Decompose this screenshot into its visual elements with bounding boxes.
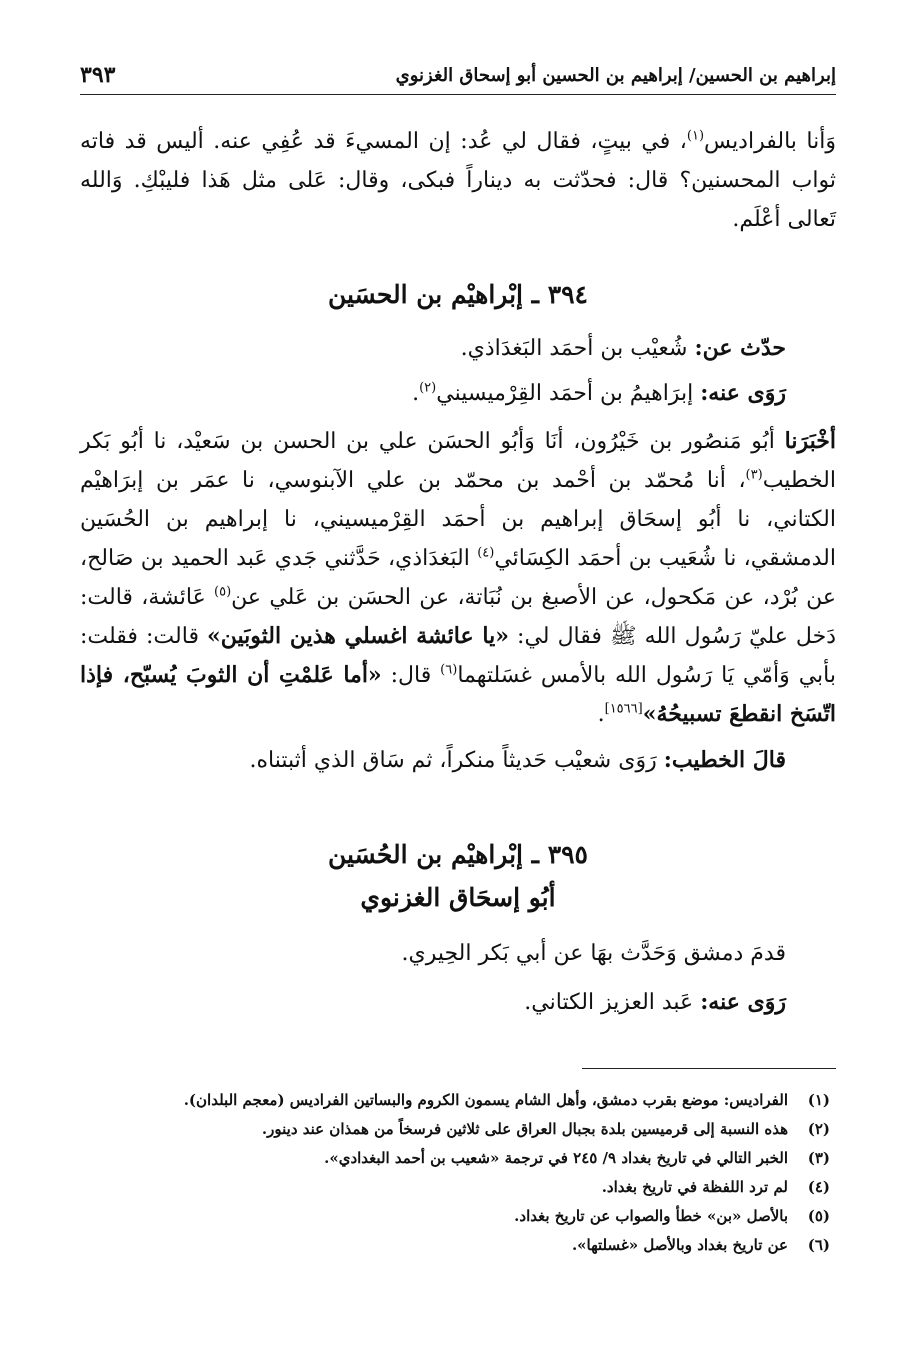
footnote	[80, 1231, 836, 1260]
rawa-value-395: عَبد العزيز الكتاني.	[524, 990, 694, 1015]
intro-paragraph	[80, 122, 836, 239]
rawa-end: .	[412, 381, 420, 406]
footnote-text: لم ترد اللفظة في تاريخ بغداد.	[601, 1178, 788, 1196]
footnote-number: (٥)	[807, 1207, 830, 1225]
running-header	[80, 56, 836, 95]
reference-number: [١٥٦٦]	[604, 701, 643, 717]
khatib-line	[80, 738, 836, 783]
footnote-number: (٤)	[807, 1178, 830, 1196]
isnad-part-a: أبُو مَنصُور بن خَيْرُون، أنَا وَأبُو الحسَن علي بن الحسن بن سَعيْد، نا أبُو بَكر الخطيب	[80, 429, 836, 493]
footnote-marker-6: (٦)	[440, 662, 458, 678]
entry-395	[80, 832, 836, 1025]
footnote	[80, 1173, 836, 1202]
isnad-part-d: عَائشة، قالت: دَخل عليّ رَسُول الله ﷺ فقال لي:	[80, 585, 836, 649]
running-title: إبراهيم بن الحسين/ إبراهيم بن الحسين أبو إسحاق الغزنوي	[395, 64, 836, 86]
rawa-label: رَوَى عنه:	[700, 380, 786, 406]
page-number: ٣٩٣	[80, 62, 116, 88]
footnote	[80, 1202, 836, 1231]
isnad-paragraph	[80, 422, 836, 734]
akhbarana-word: أخْبَرَنا	[784, 428, 836, 454]
footnote-marker-4: (٤)	[477, 545, 495, 561]
footnote-text: عن تاريخ بغداد وبالأصل «غسلتها».	[571, 1236, 788, 1254]
footnote-text: هذه النسبة إلى قرميسين بلدة بجبال العراق على ثلاثين فرسخاً من همذان عند دينور.	[261, 1120, 788, 1138]
footnote-number: (٣)	[807, 1149, 830, 1167]
footnote-text: الفراديس: موضع بقرب دمشق، وأهل الشام يسمون الكروم والبساتين الفراديس (معجم البلدان).	[183, 1091, 788, 1109]
intro-text-b: ، في بيتٍ، فقال لي عُد: إن المسيءَ قد عُفِي عنه. أليس قد فاته ثواب المحسنين؟ قال: فحدّثت به ديناراً فبكى، وقال: عَلى مثل هَذا فليبْكِ. وَالله تَعالى أعْلَم.	[80, 129, 836, 232]
footnote-marker-1: (١)	[686, 128, 705, 144]
hadath-value: شُعيْب بن أحمَد البَغدَاذي.	[460, 336, 688, 361]
isnad-part-e: قالت: فقلت: بأبي وَأمّي يَا رَسُول الله بالأمس غسَلتهما	[80, 624, 836, 688]
footnote-number: (١)	[807, 1091, 830, 1109]
footnote-number: (٦)	[807, 1236, 830, 1254]
hadith-quote-2: «أما عَلمْتِ أن الثوبَ يُسبّح، فإذا اتّسَخ انقطعَ تسبيحُهُ»	[80, 662, 836, 727]
hadath-label: حدّث عن:	[694, 335, 786, 361]
footnote	[80, 1144, 836, 1173]
isnad-end: .	[597, 702, 605, 727]
footnotes	[80, 1086, 836, 1260]
entry-395-kunya: أبُو إسحَاق الغزنوي	[360, 883, 556, 912]
rawa-label-395: رَوَى عنه:	[700, 989, 786, 1015]
footnote-marker-3: (٣)	[745, 467, 763, 483]
footnote-separator	[582, 1068, 836, 1069]
footnote-text: الخبر التالي في تاريخ بغداد ٩/ ٢٤٥ في ترجمة «شعيب بن أحمد البغدادي».	[324, 1149, 788, 1167]
footnote-text: بالأصل «بن» خطأ والصواب عن تاريخ بغداد.	[514, 1207, 788, 1225]
footnote-marker-5: (٥)	[214, 584, 232, 600]
rawa-line	[80, 371, 836, 416]
isnad-part-c: البَغدَاذي، حَدَّثني جَدي عَبد الحميد بن صَالح، عن بُرْد، عن مَكحول، عن الأصبغ بن نُبَاتة، عن الحسَن بن عَلي عن	[80, 546, 836, 610]
rawa-line-395	[80, 980, 836, 1025]
entry-394	[80, 270, 836, 783]
footnote	[80, 1086, 836, 1115]
hadith-quote-1: «يا عائشة اغسلي هذين الثوبَين»	[207, 623, 509, 649]
footnote-number: (٢)	[807, 1120, 830, 1138]
entry-394-heading: ٣٩٤ ـ إبْراهيْم بن الحسَين	[327, 280, 588, 309]
intro-text-a: وَأنا بالفراديس	[704, 129, 836, 154]
footnote	[80, 1115, 836, 1144]
khatib-label: قالَ الخطيب:	[663, 747, 786, 773]
rawa-value: إبرَاهيمُ بن أحمَد القِرْميسيني	[436, 381, 694, 406]
isnad-part-b: ، أنا مُحمّد بن أحْمد بن محمّد بن علي الآبنوسي، نا عمَر بن إبرَاهيْم الكتاني، نا أبُو إسحَاق إبراهيم بن أحمَد القِرْميسيني، نا إبراهيم بن الحُسَين الدمشقي، نا شُعَيب بن أحمَد الكِسَائي	[80, 468, 837, 571]
footnote-marker-2: (٢)	[419, 380, 437, 396]
isnad-part-f: قال:	[381, 663, 441, 688]
arrival-line: قدمَ دمشق وَحَدَّث بهَا عن أبي بَكر الحِيري.	[401, 941, 786, 966]
hadath-line	[80, 326, 836, 371]
entry-395-heading: ٣٩٥ ـ إبْراهيْم بن الحُسَين	[327, 840, 588, 869]
khatib-text: رَوَى شعيْب حَديثاً منكراً، ثم سَاق الذي أثبتناه.	[249, 748, 664, 773]
